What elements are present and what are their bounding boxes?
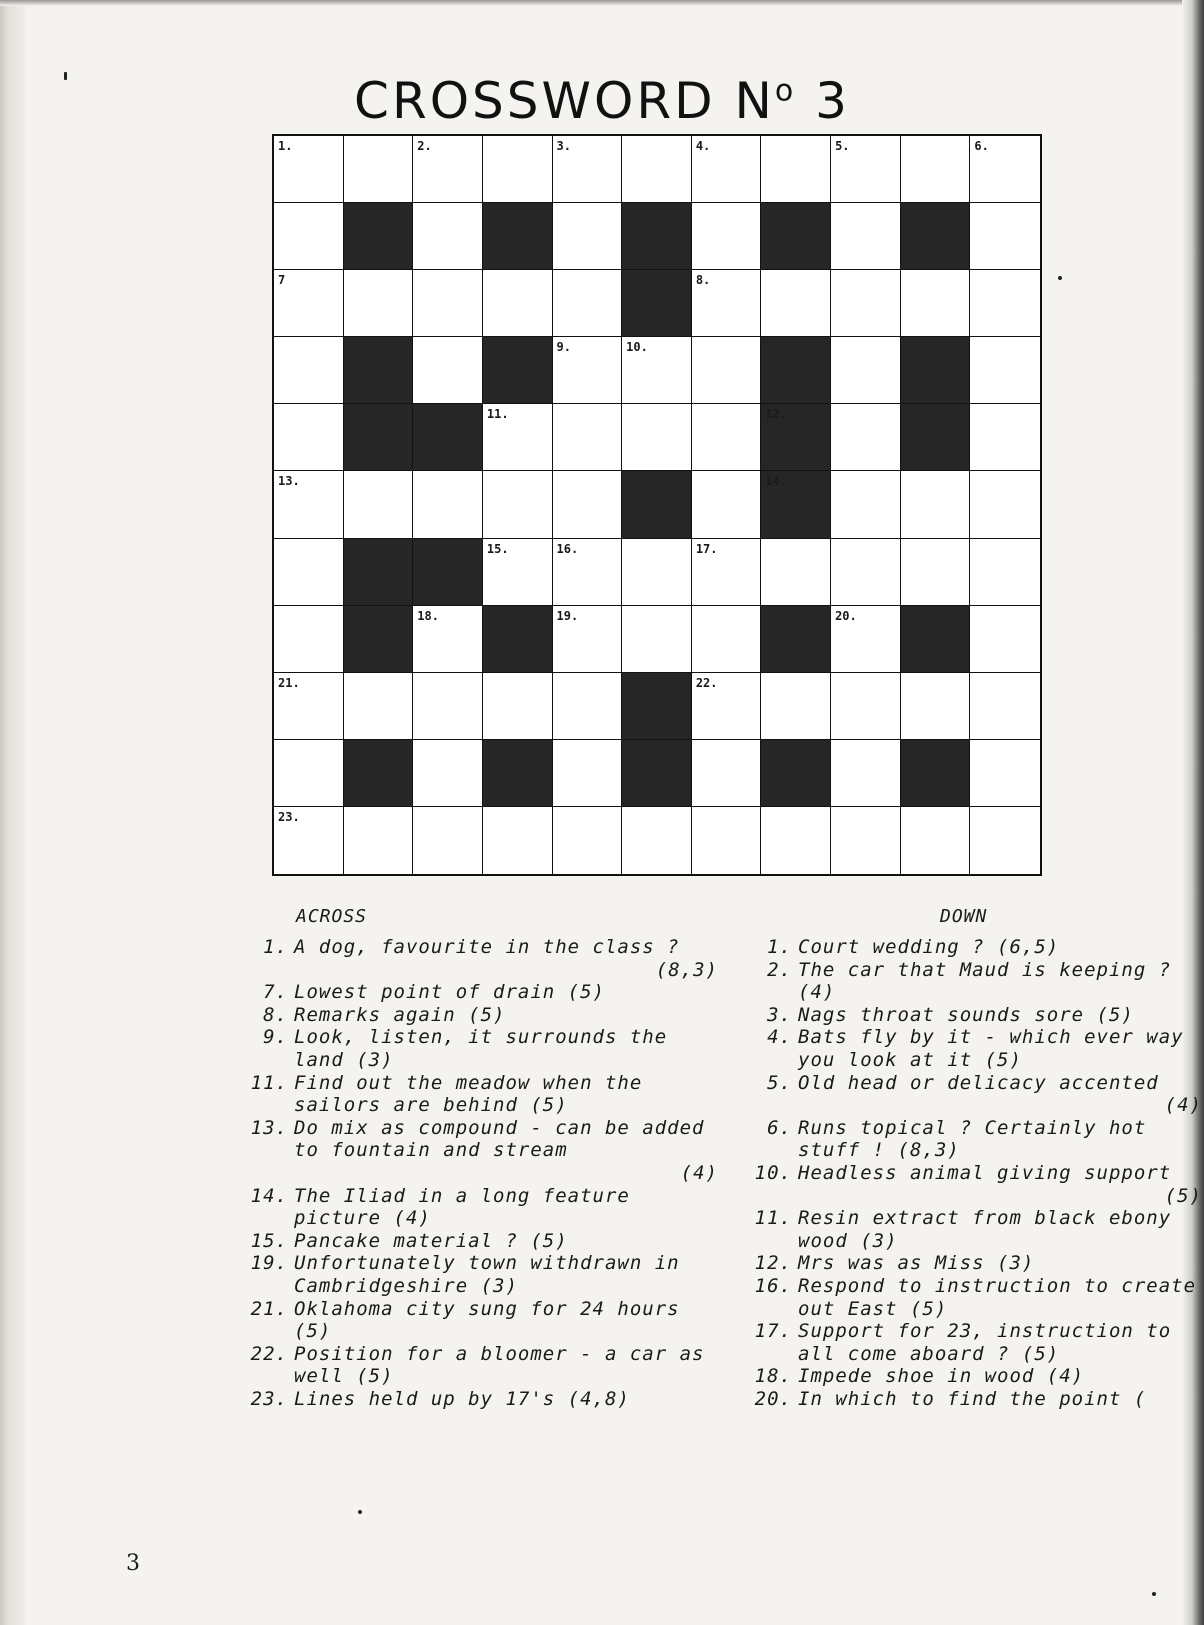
clue-text: Bats fly by it - which ever way you look at it (5) <box>798 1026 1184 1071</box>
clue-text: Nags throat sounds sore (5) <box>798 1003 1134 1026</box>
grid-cell-black <box>901 740 971 807</box>
grid-cell-black <box>413 539 483 606</box>
grid-cell[interactable] <box>413 807 483 874</box>
title-superscript: o <box>774 73 797 109</box>
grid-cell[interactable] <box>692 270 762 337</box>
down-clue <box>752 1388 1202 1411</box>
clue-number: 21. <box>250 1297 288 1320</box>
clue-text: Resin extract from black ebony wood (3) <box>798 1207 1172 1252</box>
cell-number: 4. <box>695 139 711 153</box>
grid-cell-black <box>622 270 692 337</box>
clue-number: 18. <box>754 1365 792 1388</box>
grid-cell[interactable] <box>274 337 344 404</box>
grid-cell[interactable] <box>970 404 1040 471</box>
grid-cell[interactable] <box>413 270 483 337</box>
clue-text: A dog, favourite in the class ? <box>294 936 680 958</box>
page-title <box>0 72 1204 130</box>
grid-cell[interactable] <box>970 673 1040 740</box>
grid-cell-black <box>622 203 692 270</box>
down-clue <box>752 1004 1202 1027</box>
clue-text: The car that Maud is keeping ? (4) <box>798 958 1172 1004</box>
clue-number: 4. <box>767 1026 792 1049</box>
clue-text: Unfortunately town withdrawn in Cambridgeshire (3) <box>294 1252 680 1297</box>
grid-cell-black <box>622 740 692 807</box>
grid-cell[interactable] <box>553 270 623 337</box>
grid-cell[interactable] <box>761 136 831 203</box>
clue-text: Old head or delicacy accented <box>798 1071 1159 1094</box>
clue-number: 2. <box>767 958 792 981</box>
clue-number: 22. <box>250 1342 288 1365</box>
clue-number: 20. <box>754 1387 792 1410</box>
cell-number: 11. <box>486 407 509 422</box>
grid-cell[interactable] <box>901 807 971 874</box>
cell-number: 17. <box>695 541 718 556</box>
grid-cell[interactable] <box>692 337 762 404</box>
speck-mark <box>1152 1592 1156 1596</box>
title-text: CROSSWORD N <box>354 72 775 130</box>
clue-number: 14. <box>250 1184 288 1207</box>
cell-number: 16. <box>556 541 579 556</box>
grid-cell[interactable] <box>970 539 1040 606</box>
grid-cell[interactable] <box>622 136 692 203</box>
page-edge-top <box>0 0 1204 6</box>
across-clue <box>248 1072 718 1117</box>
grid-cell-black <box>413 404 483 471</box>
grid-cell[interactable] <box>831 606 901 673</box>
grid-cell-black <box>483 606 553 673</box>
clue-text: Find out the meadow when the sailors are behind (5) <box>294 1071 643 1117</box>
grid-cell[interactable] <box>761 270 831 337</box>
cell-number: 10. <box>626 340 648 355</box>
grid-cell[interactable] <box>483 539 553 606</box>
cell-number: 19. <box>556 608 579 623</box>
cell-number: 6. <box>974 139 989 153</box>
grid-cell[interactable] <box>553 807 623 874</box>
grid-cell-black <box>483 740 553 807</box>
cell-number: 9. <box>556 340 571 355</box>
grid-cell[interactable] <box>274 471 344 538</box>
grid-cell-black <box>483 337 553 404</box>
clue-enumeration: (5) <box>1164 1184 1202 1207</box>
grid-cell[interactable] <box>274 404 344 471</box>
across-clue <box>248 1004 718 1027</box>
cell-number: 7 <box>278 273 286 288</box>
grid-cell[interactable] <box>413 606 483 673</box>
grid-cell[interactable] <box>274 807 344 874</box>
grid-cell-black <box>761 606 831 673</box>
grid-cell[interactable] <box>970 270 1040 337</box>
grid-cell[interactable] <box>483 270 553 337</box>
grid-cell-black <box>901 337 971 404</box>
grid-cell-black <box>483 203 553 270</box>
grid-cell[interactable] <box>553 136 623 203</box>
grid-cell[interactable] <box>483 673 553 740</box>
across-clue <box>248 1388 718 1411</box>
grid-cell[interactable] <box>483 136 553 203</box>
grid-cell-black <box>761 203 831 270</box>
grid-cell[interactable] <box>274 270 344 337</box>
across-heading: ACROSS <box>296 906 368 927</box>
grid-cell[interactable] <box>901 471 971 538</box>
grid-cell-black <box>761 740 831 807</box>
clue-number: 3. <box>767 1003 792 1026</box>
clue-number: 15. <box>250 1229 288 1252</box>
grid-cell[interactable] <box>413 136 483 203</box>
down-clue <box>752 1365 1202 1388</box>
grid-cell[interactable] <box>622 606 692 673</box>
grid-cell[interactable] <box>831 203 901 270</box>
cell-number: 1. <box>278 139 293 153</box>
grid-cell[interactable] <box>344 471 414 538</box>
down-clue <box>752 1275 1202 1320</box>
grid-cell[interactable] <box>274 136 344 203</box>
cell-number: 20. <box>835 608 857 623</box>
clue-number: 1. <box>767 936 792 958</box>
clue-number: 1. <box>263 936 288 958</box>
page-edge-left <box>0 0 26 1625</box>
grid-cell[interactable] <box>274 606 344 673</box>
grid-cell[interactable] <box>483 807 553 874</box>
grid-cell[interactable] <box>553 203 623 270</box>
down-clue <box>752 959 1202 1004</box>
grid-cell[interactable] <box>901 136 971 203</box>
grid-cell[interactable] <box>761 673 831 740</box>
grid-cell[interactable] <box>553 740 623 807</box>
clue-number: 7. <box>263 981 288 1004</box>
grid-cell[interactable] <box>553 337 623 404</box>
grid-cell-black <box>344 404 414 471</box>
grid-cell[interactable] <box>970 606 1040 673</box>
down-clue <box>752 1072 1202 1117</box>
grid-cell[interactable] <box>692 539 762 606</box>
grid-cell[interactable] <box>553 606 623 673</box>
clue-text: Mrs was as Miss (3) <box>798 1252 1035 1275</box>
grid-cell-black <box>622 673 692 740</box>
grid-cell[interactable] <box>622 337 692 404</box>
down-clue-list <box>752 936 1202 1410</box>
down-clue <box>752 1252 1202 1275</box>
clue-text: Impede shoe in wood (4) <box>798 1365 1085 1388</box>
page-number: 3 <box>126 1551 140 1576</box>
down-clue <box>752 1026 1202 1071</box>
grid-cell[interactable] <box>413 471 483 538</box>
grid-cell[interactable] <box>970 337 1040 404</box>
title-number: 3 <box>815 72 850 130</box>
clue-text: Do mix as compound - can be added to fountain and stream <box>294 1116 705 1162</box>
clue-text: Lowest point of drain (5) <box>294 981 605 1004</box>
down-heading: DOWN <box>940 906 988 927</box>
grid-cell[interactable] <box>274 203 344 270</box>
grid-cell[interactable] <box>970 740 1040 807</box>
grid-cell[interactable] <box>831 270 901 337</box>
grid-cell[interactable] <box>622 539 692 606</box>
grid-cell[interactable] <box>831 807 901 874</box>
grid-cell[interactable] <box>413 337 483 404</box>
clue-text: Headless animal giving support <box>798 1161 1172 1184</box>
down-clue <box>752 1207 1202 1252</box>
grid-cell-black <box>344 606 414 673</box>
grid-cell[interactable] <box>970 471 1040 538</box>
grid-cell[interactable] <box>274 740 344 807</box>
clue-number: 11. <box>754 1207 792 1230</box>
clue-number: 12. <box>754 1252 792 1275</box>
clue-number: 13. <box>250 1116 288 1139</box>
grid-cell-black <box>344 539 414 606</box>
grid-cell[interactable] <box>831 404 901 471</box>
grid-cell[interactable] <box>901 270 971 337</box>
across-clue <box>248 1343 718 1388</box>
clue-text: The Iliad in a long feature picture (4) <box>294 1184 630 1230</box>
grid-cell[interactable] <box>344 270 414 337</box>
clue-text: In which to find the point ( <box>798 1387 1147 1410</box>
cell-number: 18. <box>417 608 439 623</box>
grid-cell[interactable] <box>553 673 623 740</box>
cell-number: 15. <box>486 541 509 556</box>
across-clue <box>248 1230 718 1253</box>
down-clue <box>752 1320 1202 1365</box>
grid-cell[interactable] <box>831 471 901 538</box>
clue-text: Runs topical ? Certainly hot stuff ! (8,3) <box>798 1116 1147 1162</box>
grid-cell[interactable] <box>970 807 1040 874</box>
grid-cell-black <box>901 404 971 471</box>
crossword-grid <box>272 134 1042 876</box>
grid-cell[interactable] <box>274 539 344 606</box>
grid-cell[interactable] <box>413 203 483 270</box>
speck-mark <box>64 72 67 80</box>
speck-mark <box>358 1510 362 1514</box>
grid-cell-black <box>344 337 414 404</box>
clue-text: Look, listen, it surrounds the land (3) <box>294 1026 668 1071</box>
across-clue <box>248 981 718 1004</box>
grid-cell[interactable] <box>831 740 901 807</box>
grid-cell[interactable] <box>413 673 483 740</box>
grid-cell-black <box>622 471 692 538</box>
grid-cell[interactable] <box>692 606 762 673</box>
grid-cell[interactable] <box>692 471 762 538</box>
grid-cell[interactable] <box>831 337 901 404</box>
across-clue <box>248 1298 718 1343</box>
clue-enumeration: (8,3) <box>655 958 718 981</box>
clue-enumeration: (4) <box>680 1161 718 1184</box>
cell-number: 13. <box>278 474 300 489</box>
clue-text: Respond to instruction to create out East (5) <box>798 1274 1197 1320</box>
grid-cell[interactable] <box>901 539 971 606</box>
grid-cell[interactable] <box>344 136 414 203</box>
grid-cell[interactable] <box>274 673 344 740</box>
grid-cell[interactable] <box>692 673 762 740</box>
grid-cell[interactable] <box>901 673 971 740</box>
cell-number: 14. <box>765 474 788 489</box>
cell-number: 22. <box>695 675 718 690</box>
clue-text: Pancake material ? (5) <box>294 1229 568 1252</box>
grid-cell-black <box>761 404 831 471</box>
grid-cell[interactable] <box>553 471 623 538</box>
grid-cell[interactable] <box>344 807 414 874</box>
grid-cell[interactable] <box>761 807 831 874</box>
cell-number: 21. <box>278 675 300 690</box>
clue-text: Position for a bloomer - a car as well (5) <box>294 1342 705 1388</box>
grid-cell[interactable] <box>622 807 692 874</box>
grid-cell[interactable] <box>483 471 553 538</box>
clue-number: 23. <box>250 1387 288 1410</box>
grid-cell[interactable] <box>692 203 762 270</box>
clue-text: Remarks again (5) <box>294 1003 506 1026</box>
grid-cell[interactable] <box>413 740 483 807</box>
cell-number: 2. <box>417 139 432 153</box>
grid-cell[interactable] <box>692 807 762 874</box>
clue-number: 17. <box>754 1320 792 1343</box>
across-clue <box>248 1026 718 1071</box>
grid-cell[interactable] <box>483 404 553 471</box>
clue-number: 19. <box>250 1252 288 1275</box>
cell-number: 5. <box>835 139 850 153</box>
down-clue <box>752 936 1202 959</box>
across-clue-list <box>248 936 718 1410</box>
cell-number: 8. <box>695 273 711 288</box>
clue-text: Court wedding ? (6,5) <box>798 936 1060 958</box>
grid-cell[interactable] <box>553 539 623 606</box>
clue-number: 6. <box>767 1116 792 1139</box>
grid-cell[interactable] <box>692 404 762 471</box>
grid-cell-black <box>901 606 971 673</box>
clue-number: 8. <box>263 1003 288 1026</box>
grid-cell[interactable] <box>344 673 414 740</box>
clue-enumeration: (4) <box>1164 1094 1202 1117</box>
grid-cell[interactable] <box>970 203 1040 270</box>
grid-cell-black <box>761 337 831 404</box>
clue-number: 16. <box>754 1274 792 1297</box>
across-clue <box>248 936 718 981</box>
grid-cell-black <box>761 471 831 538</box>
grid-cell[interactable] <box>622 404 692 471</box>
grid-cell-black <box>901 203 971 270</box>
clue-text: Support for 23, instruction to all come aboard ? (5) <box>798 1320 1172 1365</box>
clue-number: 10. <box>754 1161 792 1184</box>
clue-text: Oklahoma city sung for 24 hours (5) <box>294 1297 680 1343</box>
clue-number: 11. <box>250 1071 288 1094</box>
grid-cell[interactable] <box>831 136 901 203</box>
grid-cell[interactable] <box>553 404 623 471</box>
grid-cell[interactable] <box>970 136 1040 203</box>
grid-cell[interactable] <box>831 673 901 740</box>
grid-cell[interactable] <box>692 136 762 203</box>
cell-number: 12. <box>765 407 788 422</box>
cell-number: 23. <box>278 809 300 824</box>
clue-number: 9. <box>263 1026 288 1049</box>
clue-text: Lines held up by 17's (4,8) <box>294 1387 630 1410</box>
grid-cell-black <box>344 740 414 807</box>
across-clue <box>248 1252 718 1297</box>
across-clue <box>248 1185 718 1230</box>
clue-number: 5. <box>767 1071 792 1094</box>
grid-cell-black <box>344 203 414 270</box>
grid-cell[interactable] <box>761 539 831 606</box>
grid-cell[interactable] <box>692 740 762 807</box>
across-clue <box>248 1117 718 1185</box>
speck-mark <box>1058 276 1062 280</box>
down-clue <box>752 1117 1202 1162</box>
down-clue <box>752 1162 1202 1207</box>
grid-cell[interactable] <box>831 539 901 606</box>
cell-number: 3. <box>556 139 571 153</box>
